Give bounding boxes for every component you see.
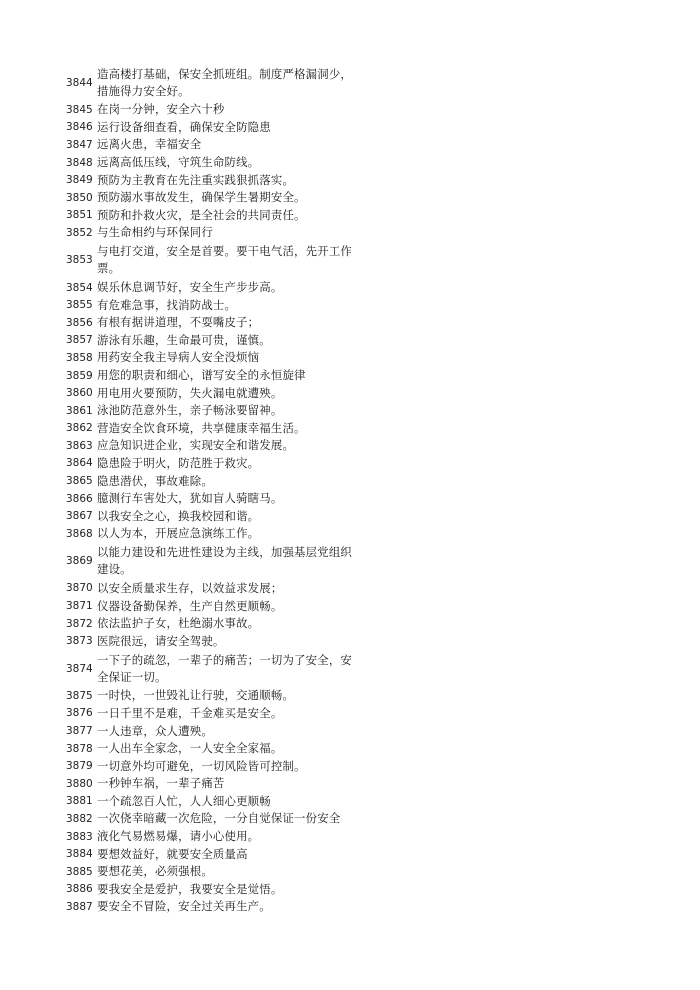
- slogan-entry: [66, 384, 366, 402]
- entry-text: 一次侥幸暗藏一次危险，一分自觉保证一份安全: [97, 811, 341, 826]
- slogan-entry: [66, 828, 366, 846]
- entry-text: 以能力建设和先进性建设为主线，加强基层党组织建设。: [97, 545, 352, 577]
- slogan-entry: [66, 810, 366, 828]
- entry-text: 预防为主教育在先注重实践狠抓落实。: [97, 172, 295, 187]
- slogan-entry: [66, 64, 366, 101]
- slogan-entry: [66, 775, 366, 793]
- entry-number: 3850: [66, 191, 93, 204]
- slogan-entry: [66, 722, 366, 740]
- entry-number: 3845: [66, 103, 93, 116]
- entry-text: 在岗一分钟，安全六十秒: [97, 102, 225, 117]
- entry-text: 仪器设备勤保养，生产自然更顺畅。: [97, 598, 283, 613]
- slogan-entry: [66, 119, 366, 137]
- slogan-entry: [66, 367, 366, 385]
- entry-number: 3867: [66, 510, 93, 523]
- entry-number: 3877: [66, 725, 93, 738]
- entry-text: 一个疏忽百人忙，人人细心更顺畅: [97, 793, 271, 808]
- slogan-entry: [66, 472, 366, 490]
- entry-text: 娱乐休息调节好，安全生产步步高。: [97, 280, 283, 295]
- slogan-entry: [66, 898, 366, 916]
- entry-text: 一人违章，众人遭殃。: [97, 723, 213, 738]
- slogan-entry: [66, 136, 366, 154]
- entry-text: 一秒钟车祸，一辈子痛苦: [97, 776, 225, 791]
- slogan-entry: [66, 314, 366, 332]
- entry-number: 3886: [66, 883, 93, 896]
- entry-number: 3882: [66, 812, 93, 825]
- entry-text: 应急知识进企业，实现安全和谐发展。: [97, 438, 295, 453]
- slogan-entry: [66, 580, 366, 598]
- entry-number: 3855: [66, 299, 93, 312]
- slogan-entry: [66, 507, 366, 525]
- entry-number: 3860: [66, 387, 93, 400]
- slogan-entry: [66, 101, 366, 119]
- entry-text: 用药安全我主导病人安全没烦恼: [97, 350, 260, 365]
- entry-number: 3883: [66, 830, 93, 843]
- entry-number: 3871: [66, 600, 93, 613]
- entry-text: 要我安全是爱护，我要安全是觉悟。: [97, 881, 283, 896]
- entry-text: 隐患潜伏，事故难除。: [97, 473, 213, 488]
- slogan-entry: [66, 279, 366, 297]
- slogan-entry: [66, 437, 366, 455]
- slogan-entry: [66, 224, 366, 242]
- entry-text: 医院很远，请安全驾驶。: [97, 633, 225, 648]
- entry-text: 依法监护子女，杜绝溺水事故。: [97, 616, 260, 631]
- slogan-entry: [66, 490, 366, 508]
- entry-text: 与电打交道，安全是首要。要干电气活，先开工作票。: [97, 244, 352, 276]
- slogan-entry: [66, 632, 366, 650]
- entry-number: 3869: [66, 555, 93, 568]
- entry-number: 3875: [66, 689, 93, 702]
- slogan-entry: [66, 189, 366, 207]
- entry-number: 3861: [66, 404, 93, 417]
- entry-text: 造高楼打基础，保安全抓班组。制度严格漏洞少，措施得力安全好。: [97, 66, 352, 98]
- entry-text: 隐患险于明火，防范胜于救灾。: [97, 455, 260, 470]
- slogan-entry: [66, 757, 366, 775]
- entry-text: 有根有据讲道理，不耍嘴皮子；: [97, 315, 260, 330]
- entry-text: 一日千里不是难，千金难买是安全。: [97, 705, 283, 720]
- entry-number: 3887: [66, 900, 93, 913]
- entry-number: 3865: [66, 475, 93, 488]
- slogan-entry: [66, 615, 366, 633]
- slogan-entry: [66, 296, 366, 314]
- entry-number: 3879: [66, 760, 93, 773]
- slogan-entry: [66, 650, 366, 687]
- entry-number: 3859: [66, 369, 93, 382]
- entry-number: 3849: [66, 174, 93, 187]
- entry-number: 3885: [66, 865, 93, 878]
- entry-text: 远离高低压线，守筑生命防线。: [97, 155, 260, 170]
- slogan-entry: [66, 543, 366, 580]
- entry-text: 与生命相约与环保同行: [97, 225, 213, 240]
- entry-number: 3876: [66, 707, 93, 720]
- entry-text: 要想花美，必须强根。: [97, 864, 213, 879]
- entry-number: 3880: [66, 777, 93, 790]
- slogan-entry: [66, 455, 366, 473]
- entry-number: 3852: [66, 226, 93, 239]
- slogan-entry: [66, 740, 366, 758]
- entry-text: 一下子的疏忽，一辈子的痛苦；一切为了安全，安全保证一切。: [97, 652, 352, 684]
- slogan-entry: [66, 525, 366, 543]
- entry-number: 3862: [66, 422, 93, 435]
- slogan-list: [66, 64, 366, 916]
- entry-number: 3873: [66, 635, 93, 648]
- entry-text: 一人出车全家念，一人安全全家福。: [97, 741, 283, 756]
- entry-number: 3868: [66, 527, 93, 540]
- entry-number: 3866: [66, 492, 93, 505]
- entry-text: 预防溺水事故发生，确保学生暑期安全。: [97, 190, 306, 205]
- slogan-entry: [66, 597, 366, 615]
- slogan-entry: [66, 845, 366, 863]
- entry-text: 泳池防范意外生，亲子畅泳要留神。: [97, 403, 283, 418]
- entry-number: 3851: [66, 209, 93, 222]
- entry-number: 3847: [66, 138, 93, 151]
- entry-text: 要想效益好，就要安全质量高: [97, 846, 248, 861]
- slogan-entry: [66, 793, 366, 811]
- entry-text: 以我安全之心，换我校园和谐。: [97, 508, 260, 523]
- entry-number: 3864: [66, 457, 93, 470]
- entry-text: 游泳有乐趣，生命最可贵，谨慎。: [97, 332, 271, 347]
- slogan-entry: [66, 242, 366, 279]
- entry-number: 3863: [66, 439, 93, 452]
- entry-number: 3858: [66, 351, 93, 364]
- entry-number: 3844: [66, 76, 93, 89]
- entry-text: 远离火患，幸福安全: [97, 137, 202, 152]
- entry-text: 预防和扑救火灾，是全社会的共同责任。: [97, 207, 306, 222]
- entry-text: 用电用火要预防，失火漏电就遭殃。: [97, 385, 283, 400]
- slogan-entry: [66, 154, 366, 172]
- entry-number: 3872: [66, 617, 93, 630]
- slogan-entry: [66, 207, 366, 225]
- entry-text: 一切意外均可避免，一切风险皆可控制。: [97, 758, 306, 773]
- entry-number: 3884: [66, 848, 93, 861]
- entry-text: 一时快，一世毁礼让行驶，交通顺畅。: [97, 688, 295, 703]
- entry-text: 用您的职责和细心，谱写安全的永恒旋律: [97, 368, 306, 383]
- entry-number: 3857: [66, 334, 93, 347]
- entry-text: 有危难急事，找消防战士。: [97, 297, 237, 312]
- slogan-entry: [66, 687, 366, 705]
- entry-number: 3881: [66, 795, 93, 808]
- entry-text: 臆测行车害处大，犹如盲人骑瞎马。: [97, 491, 283, 506]
- slogan-entry: [66, 349, 366, 367]
- entry-number: 3878: [66, 742, 93, 755]
- slogan-entry: [66, 402, 366, 420]
- entry-text: 以人为本，开展应急演练工作。: [97, 526, 260, 541]
- slogan-entry: [66, 171, 366, 189]
- entry-text: 运行设备细查看，确保安全防隐患: [97, 119, 271, 134]
- entry-number: 3856: [66, 316, 93, 329]
- slogan-entry: [66, 332, 366, 350]
- entry-text: 以安全质量求生存，以效益求发展；: [97, 580, 283, 595]
- entry-number: 3854: [66, 281, 93, 294]
- slogan-entry: [66, 705, 366, 723]
- slogan-entry: [66, 420, 366, 438]
- entry-number: 3853: [66, 254, 93, 267]
- entry-number: 3870: [66, 582, 93, 595]
- entry-number: 3848: [66, 156, 93, 169]
- entry-text: 营造安全饮食环境，共享健康幸福生活。: [97, 420, 306, 435]
- entry-text: 液化气易燃易爆，请小心使用。: [97, 829, 260, 844]
- slogan-entry: [66, 863, 366, 881]
- entry-number: 3874: [66, 662, 93, 675]
- entry-text: 要安全不冒险，安全过关再生产。: [97, 899, 271, 914]
- slogan-entry: [66, 881, 366, 899]
- entry-number: 3846: [66, 121, 93, 134]
